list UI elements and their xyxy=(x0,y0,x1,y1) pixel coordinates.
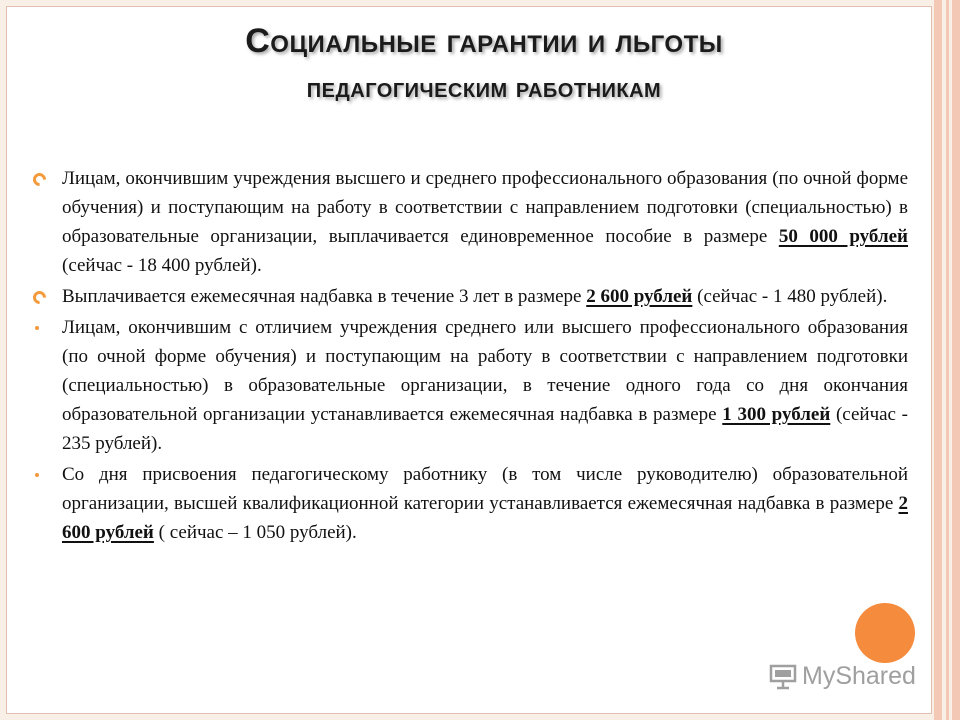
amount-highlight: 2 600 рублей xyxy=(586,286,693,307)
list-item: Лицам, окончившим с отличием учреждения среднего или высшего профессионального образования (по очной форме обучения) и поступающим на работу в соответствии с направлением подготовки (специальностью) в образовательные организации, в течение одного года со дня окончания образовательной организации устанавливается ежемесячная надбавка в размере 1 300 рублей (сейчас - 235 рублей). xyxy=(30,313,908,458)
watermark xyxy=(768,656,916,696)
dot-bullet-icon xyxy=(35,473,39,477)
decor-stripe xyxy=(952,0,960,720)
ring-bullet-icon xyxy=(30,170,48,188)
dot-bullet-icon xyxy=(35,326,39,330)
presentation-board-icon xyxy=(768,661,798,691)
watermark-text: MyShared xyxy=(802,661,916,690)
decor-stripe xyxy=(934,0,942,720)
list-item: Выплачивается ежемесячная надбавка в течение 3 лет в размере 2 600 рублей (сейчас - 1 480 рублей). xyxy=(30,282,908,311)
amount-highlight: 2 600 рублей xyxy=(62,493,908,543)
list-item: Лицам, окончившим учреждения высшего и среднего профессионального образования (по очной форме обучения) и поступающим на работу в соответствии с направлением подготовки (специальностью) в образовательные организации, выплачивается единовременное пособие в размере 50 000 рублей (сейчас - 18 400 рублей). xyxy=(30,164,908,280)
slide-title-line-1: Социальные гарантии и льготы xyxy=(245,22,723,60)
slide-title-line-2: педагогическим работникам xyxy=(306,72,662,103)
ring-bullet-icon xyxy=(30,288,48,306)
amount-highlight: 50 000 рублей xyxy=(778,226,908,247)
bullet-list xyxy=(30,164,908,547)
decor-stripe xyxy=(946,0,949,720)
decor-circle xyxy=(855,603,915,663)
amount-highlight: 1 300 рублей xyxy=(722,404,831,425)
list-item: Со дня присвоения педагогическому работнику (в том числе руководителю) образовательной организации, высшей квалификационной категории устанавливается ежемесячная надбавка в размере 2 600 рублей ( сейчас – 1 050 рублей). xyxy=(30,460,908,547)
